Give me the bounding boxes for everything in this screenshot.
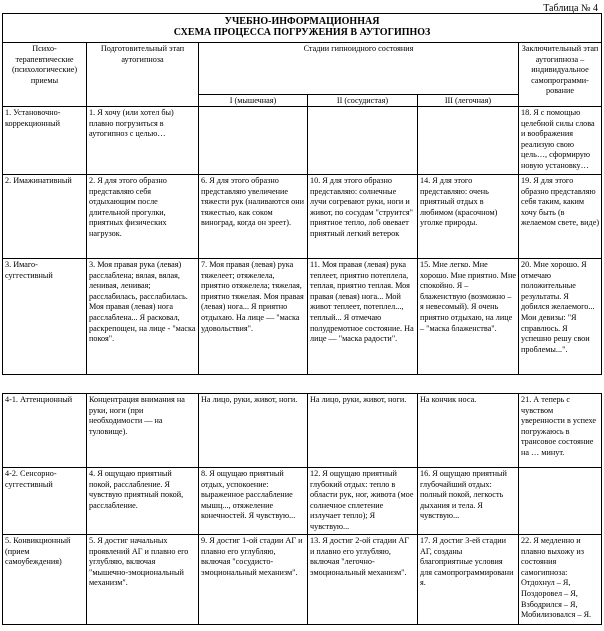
cell: 4-1. Аттенционный xyxy=(3,394,87,468)
header-final: Заключительный этап аутогипноза – индивидуальное самопрограмми-рование xyxy=(519,43,602,107)
cell: 4-2. Сенсорно-суггестивный xyxy=(3,468,87,535)
table-bottom xyxy=(2,393,602,625)
title-line-1: УЧЕБНО-ИНФОРМАЦИОННАЯ xyxy=(224,16,380,27)
cell: 4. Я ощущаю приятный покой, расслабление. Я чувствую приятный покой, расслабление. xyxy=(87,468,199,535)
cell: На лицо, руки, живот, ноги. xyxy=(199,394,308,468)
cell: 15. Мне легко. Мне хорошо. Мне приятно. Мне спокойно. Я – блаженствую (возможно – я невесомый). Я очень приятно отдыхаю, на лице – "маска блаженства". xyxy=(418,259,519,375)
cell: 2. Имажинативный xyxy=(3,175,87,259)
cell: 16. Я ощущаю приятный глубочайший отдых: полный покой, легкость дыхания и тела. Я чувствую... xyxy=(418,468,519,535)
table-top xyxy=(2,13,602,375)
cell: 21. А теперь с чувством уверенности в успехе погружаюсь в трансовое состояние на … минут. xyxy=(519,394,602,468)
cell: 6. Я для этого образно представляю увеличение тяжести рук (наливаются они тяжестью, как соком виноград, когда он зреет). xyxy=(199,175,308,259)
table-number: Таблица № 4 xyxy=(543,3,598,14)
cell: 1. Я хочу (или хотел бы) плавно погрузиться в аутогипноз с целью… xyxy=(87,107,199,175)
table-row xyxy=(3,468,602,535)
cell: 2. Я для этого образно представляю себя отдыхающим после длительной прогулки, приятных физических нагрузок. xyxy=(87,175,199,259)
cell: 8. Я ощущаю приятный отдых, успокоение: выраженное расслабление мышц..., отяжеление конечностей. Я чувствую... xyxy=(199,468,308,535)
header-techniques: Психо-терапевтические (психологические) приемы xyxy=(3,43,87,107)
cell: 1. Установочно-коррекционный xyxy=(3,107,87,175)
cell: 22. Я медленно и плавно выхожу из состояния самогипноза: Отдохнул – Я, Поздоровел – Я, Взбодрился – Я, Мобилизовался – Я. xyxy=(519,535,602,625)
cell: 3. Имаго-суггестивный xyxy=(3,259,87,375)
table-row xyxy=(3,394,602,468)
cell: 17. Я достиг 3-ей стадии АГ, созданы благоприятные условия для самопрограммировани я. xyxy=(418,535,519,625)
cell: На кончик носа. xyxy=(418,394,519,468)
table-row xyxy=(3,535,602,625)
header-stage-3: III (легочная) xyxy=(418,95,519,107)
cell: 11. Моя правая (левая) рука теплеет, приятно потеплела, теплая, приятно теплая. Моя правая (левая) нога... Мой живот теплеет, потеплел..., теплый... Я отмечаю полудремотное состояние. На лице — "маска радости". xyxy=(308,259,418,375)
table-row xyxy=(3,107,602,175)
cell: Концентрация внимания на руки, ноги (при необходимости — на туловище). xyxy=(87,394,199,468)
table-title xyxy=(3,14,602,43)
header-stage-2: II (сосудистая) xyxy=(308,95,418,107)
header-preparatory: Подготовительный этап аутогипноза xyxy=(87,43,199,107)
cell: 9. Я достиг 1-ой стадии АГ и плавно его углубляю, включая "сосудисто-эмоциональный механизм". xyxy=(199,535,308,625)
cell: 13. Я достиг 2-ой стадии АГ и плавно его углубляю, включая "легочно-эмоциональный механизм". xyxy=(308,535,418,625)
header-stage-1: I (мышечная) xyxy=(199,95,308,107)
cell xyxy=(199,107,308,175)
cell xyxy=(519,468,602,535)
cell: 19. Я для этого образно представляю себя таким, каким хочу быть (в желаемом свете, виде) xyxy=(519,175,602,259)
table-row xyxy=(3,175,602,259)
cell: 5. Я достиг начальных проявлений АГ и плавно его углубляю, включая "мышечно-эмоциональный механизм". xyxy=(87,535,199,625)
cell: На лицо, руки, живот, ноги. xyxy=(308,394,418,468)
cell: 12. Я ощущаю приятный глубокий отдых: тепло в области рук, ног, живота (мое солнечное сплетение излучает тепло); Я чувствую... xyxy=(308,468,418,535)
title-line-2: СХЕМА ПРОЦЕССА ПОГРУЖЕНИЯ В АУТОГИПНОЗ xyxy=(173,27,431,38)
cell: 14. Я для этого представляю: очень приятный отдых в любимом (красочном) уголке природы. xyxy=(418,175,519,259)
cell: 3. Моя правая рука (левая) расслаблена; вялая, вялая, ленивая, ленивая; расслабилась, расслабилась. Моя правая (левая) нога расслаблена... Я расковал, раскрепощен, на лице - "маска покоя". xyxy=(87,259,199,375)
cell: 7. Моя правая (левая) рука тяжелеет; отяжелела, приятно отяжелела; тяжелая, приятно тяжелая. Моя правая (левая) нога... Я приятно отдыхаю. На лице — "маска удовольствия". xyxy=(199,259,308,375)
cell: 10. Я для этого образно представляю: солнечные лучи согревают руки, ноги и живот, по сосудам "струится" приятное тепло, лоб овевает приятный легкий ветерок xyxy=(308,175,418,259)
cell xyxy=(308,107,418,175)
cell: 18. Я с помощью целебной силы слова и воображения реализую свою цель…, сформирую новую установку… xyxy=(519,107,602,175)
cell xyxy=(418,107,519,175)
header-stages: Стадии гипноидного состояния xyxy=(199,43,519,95)
table-row xyxy=(3,259,602,375)
cell: 20. Мне хорошо. Я отмечаю положительные результаты. Я добился желаемого... Мои девизы: "Я справлюсь. Я успешно решу свои проблемы...". xyxy=(519,259,602,375)
cell: 5. Конвикционный (прием самоубеждения) xyxy=(3,535,87,625)
